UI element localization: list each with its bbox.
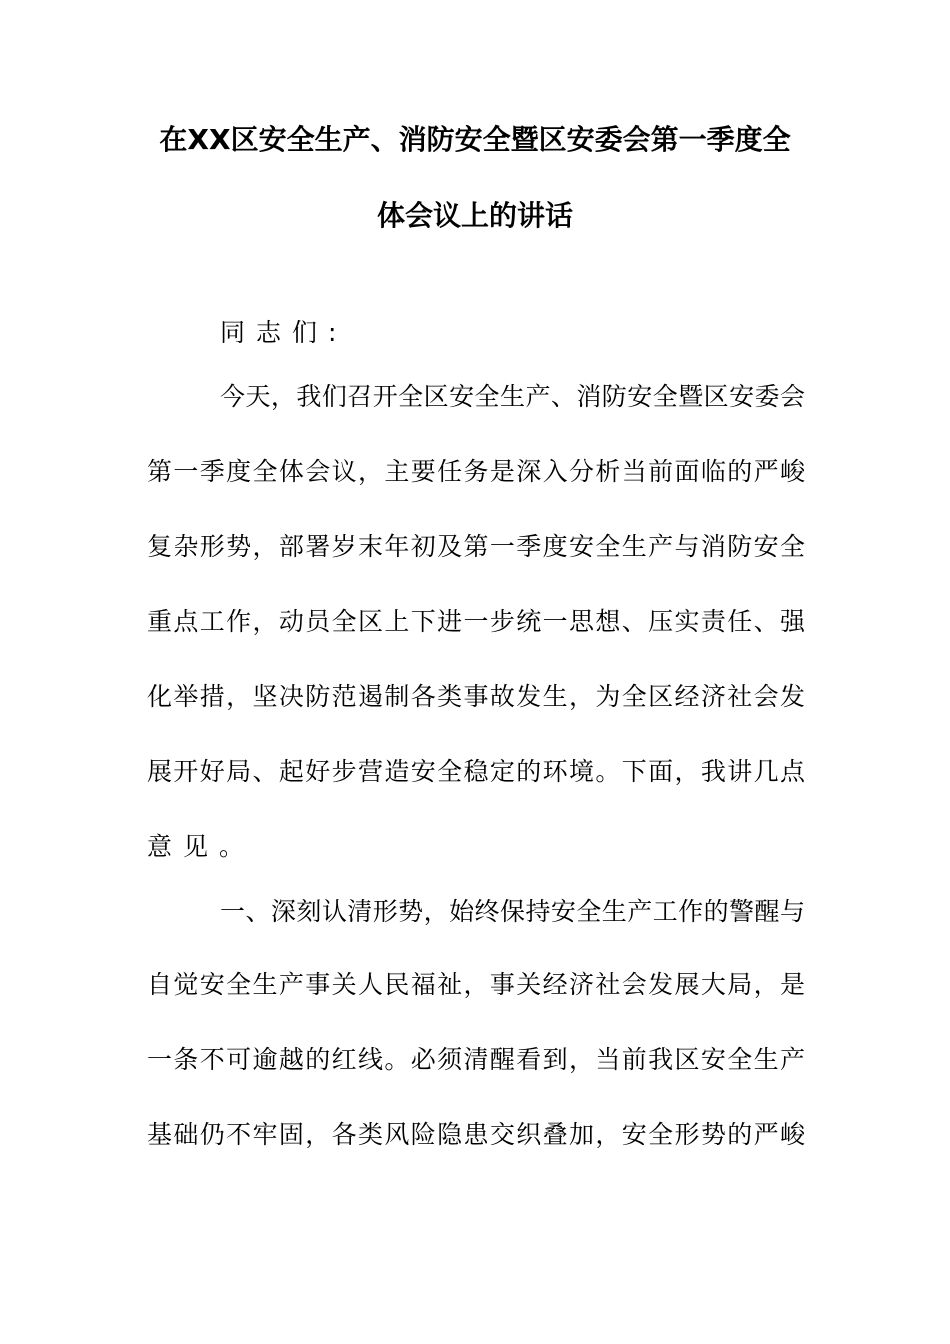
paragraph-2-line: 一、深刻认清形势，始终保持安全生产工作的警醒与 bbox=[220, 897, 805, 926]
paragraph-2-line: 自觉安全生产事关人民福祉，事关经济社会发展大局，是 bbox=[147, 970, 805, 999]
document-title-line-2: 体会议上的讲话 bbox=[376, 199, 573, 232]
paragraph-2-line: 一条不可逾越的红线。必须清醒看到，当前我区安全生产 bbox=[147, 1045, 805, 1074]
paragraph-1-line: 意见。 bbox=[147, 832, 256, 861]
paragraph-1-line: 展开好局、起好步营造安全稳定的环境。下面，我讲几点 bbox=[147, 757, 805, 786]
paragraph-1-line: 复杂形势，部署岁末年初及第一季度安全生产与消防安全 bbox=[147, 532, 805, 561]
paragraph-1-line: 今天，我们召开全区安全生产、消防安全暨区安委会 bbox=[220, 382, 805, 411]
paragraph-1-line: 第一季度全体会议，主要任务是深入分析当前面临的严峻 bbox=[147, 457, 805, 486]
paragraph-1-line: 化举措，坚决防范遏制各类事故发生，为全区经济社会发 bbox=[147, 682, 805, 711]
document-title-line-1: 在XX区安全生产、消防安全暨区安委会第一季度全 bbox=[159, 123, 791, 156]
paragraph-1-line: 重点工作，动员全区上下进一步统一思想、压实责任、强 bbox=[147, 607, 805, 636]
paragraph-2-line: 基础仍不牢固，各类风险隐患交织叠加，安全形势的严峻 bbox=[147, 1120, 805, 1149]
salutation: 同志们: bbox=[220, 318, 348, 347]
